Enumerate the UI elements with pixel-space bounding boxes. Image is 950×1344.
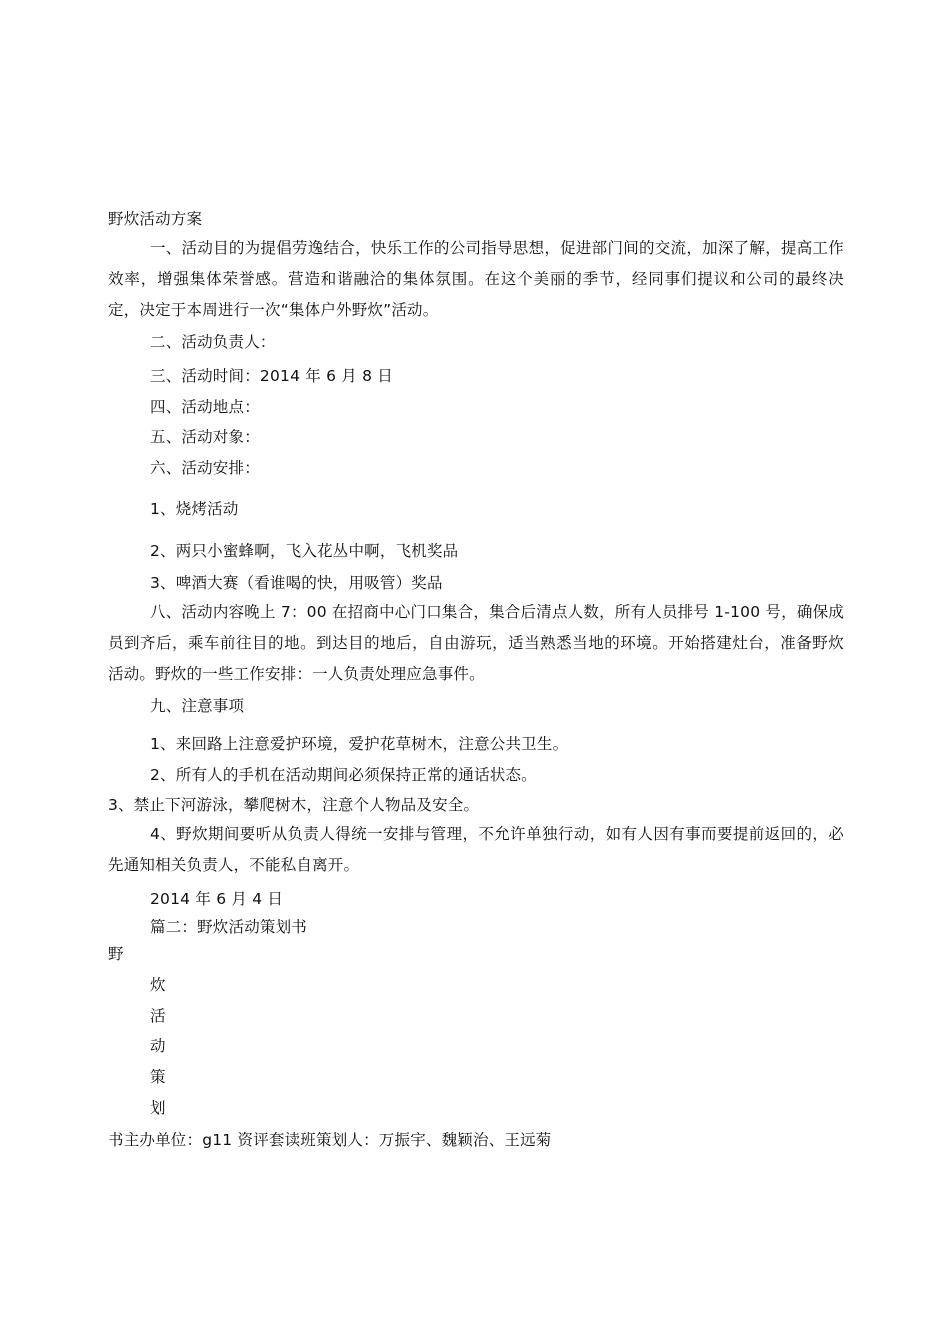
document-date: 2014 年 6 月 4 日	[150, 890, 284, 908]
note-item: 2、所有人的手机在活动期间必须保持正常的通话状态。	[150, 766, 537, 784]
arrangement-heading: 六、活动安排：	[150, 459, 260, 477]
vertical-title-char: 野	[108, 945, 124, 963]
time-line: 三、活动时间：2014 年 6 月 8 日	[150, 367, 394, 385]
vertical-title-char: 活	[150, 1007, 166, 1025]
leader-line: 二、活动负责人：	[150, 333, 276, 351]
place-line: 四、活动地点：	[150, 398, 260, 416]
arrangement-item: 3、啤酒大赛（看谁喝的快，用吸管）奖品	[150, 574, 443, 592]
notes-heading: 九、注意事项	[150, 697, 245, 715]
vertical-title-char: 炊	[150, 976, 166, 994]
vertical-title-char: 划	[150, 1099, 166, 1117]
organizer-line: 书主办单位：g11 资评套读班策划人：万振宇、魏颖治、王远菊	[108, 1131, 552, 1149]
content-paragraph: 八、活动内容晚上 7：00 在招商中心门口集合，集合后清点人数，所有人员排号 1-100 号，确保成员到齐后，乘车前往目的地。到达目的地后，自由游玩，适当熟悉当地的环境。开始搭建灶台，准备野炊活动。野炊的一些工作安排：一人负责处理应急事件。	[108, 603, 844, 683]
part2-title: 篇二：野炊活动策划书	[150, 918, 308, 936]
arrangement-item: 1、烧烤活动	[150, 500, 239, 518]
purpose-paragraph: 一、活动目的为提倡劳逸结合，快乐工作的公司指导思想，促进部门间的交流，加深了解，提高工作效率，增强集体荣誉感。营造和谐融洽的集体氛围。在这个美丽的季节，经同事们提议和公司的最终决定，决定于本周进行一次“集体户外野炊”活动。	[108, 239, 844, 319]
note-item: 3、禁止下河游泳，攀爬树木，注意个人物品及安全。	[108, 796, 480, 814]
arrangement-item: 2、两只小蜜蜂啊，飞入花丛中啊，飞机奖品	[150, 542, 459, 560]
target-line: 五、活动对象：	[150, 428, 260, 446]
note-item: 1、来回路上注意爱护环境，爱护花草树木，注意公共卫生。	[150, 735, 569, 753]
document-title: 野炊活动方案	[108, 210, 203, 228]
vertical-title-char: 策	[150, 1068, 166, 1086]
note-item: 4、野炊期间要听从负责人得统一安排与管理，不允许单独行动，如有人因有事而要提前返回的，必先通知相关负责人，不能私自离开。	[108, 825, 844, 874]
vertical-title-char: 动	[150, 1037, 166, 1055]
